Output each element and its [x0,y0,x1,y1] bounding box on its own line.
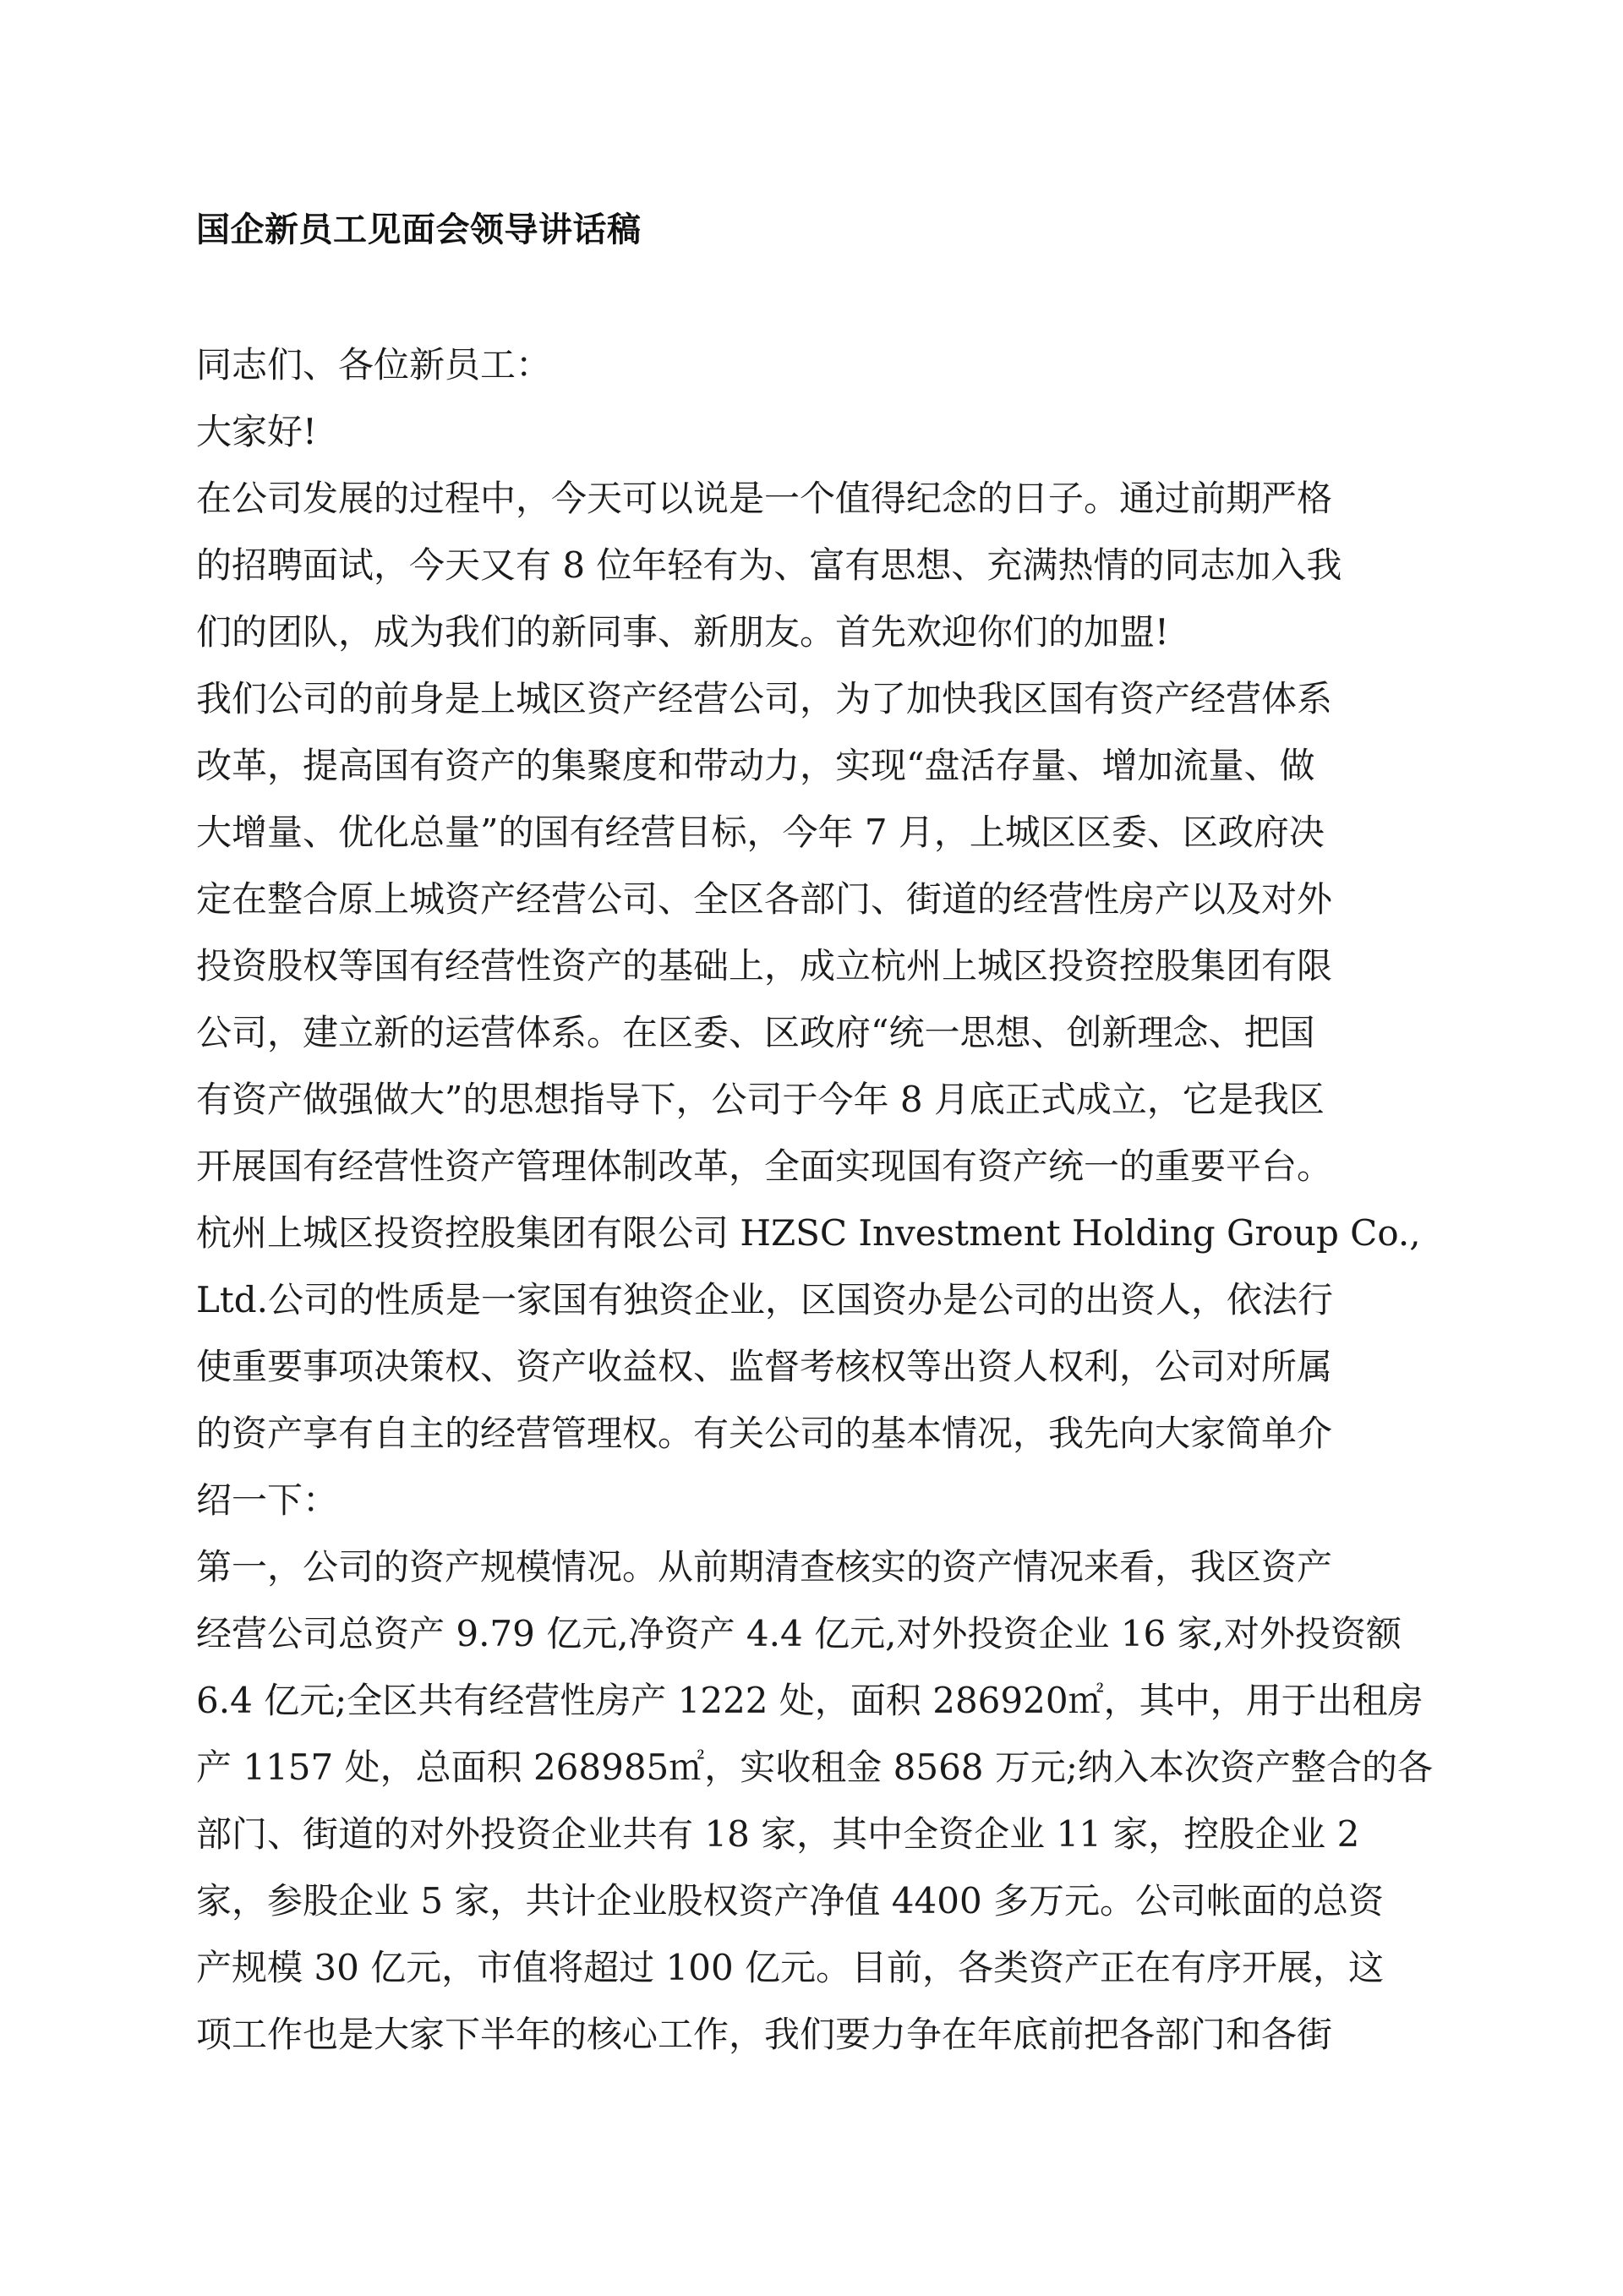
paragraph-line: 大增量、优化总量”的国有经营目标，今年 7 月，上城区区委、区政府决 [196,812,1325,853]
paragraph-line: 改革，提高国有资产的集聚度和带动力，实现“盘活存量、增加流量、做 [196,745,1315,786]
paragraph-line: 家，参股企业 5 家，共计企业股权资产净值 4400 多万元。公司帐面的总资 [196,1880,1385,1922]
paragraph-line: 部门、街道的对外投资企业共有 18 家，其中全资企业 11 家，控股企业 2 [196,1813,1360,1855]
paragraph-line: 定在整合原上城资产经营公司、全区各部门、街道的经营性房产以及对外 [196,878,1333,920]
paragraph-line: 有资产做强做大”的思想指导下，公司于今年 8 月底正式成立，它是我区 [196,1079,1325,1120]
paragraph-line: 产规模 30 亿元，市值将超过 100 亿元。目前，各类资产正在有序开展，这 [196,1947,1385,1988]
paragraph-line: 使重要事项决策权、资产收益权、监督考核权等出资人权利，公司对所属 [196,1346,1333,1387]
paragraph-line: 产 1157 处，总面积 268985㎡，实收租金 8568 万元;纳入本次资产整合的各 [196,1747,1434,1788]
document-title: 国企新员工见面会领导讲话稿 [196,210,642,249]
paragraph-line: 开展国有经营性资产管理体制改革，全面实现国有资产统一的重要平台。 [196,1145,1333,1187]
paragraph-line: 投资股权等国有经营性资产的基础上，成立杭州上城区投资控股集团有限 [196,945,1333,987]
paragraph-line: 杭州上城区投资控股集团有限公司 HZSC Investment Holding Group Co., [196,1212,1421,1254]
paragraph-line: 们的团队，成为我们的新同事、新朋友。首先欢迎你们的加盟! [196,611,1169,653]
paragraph-line: 的招聘面试，今天又有 8 位年轻有为、富有思想、充满热情的同志加入我 [196,544,1342,586]
paragraph-line: 6.4 亿元;全区共有经营性房产 1222 处，面积 286920㎡，其中，用于出租房 [196,1680,1424,1721]
speech-body [196,331,1439,2068]
paragraph-line: 在公司发展的过程中，今天可以说是一个值得纪念的日子。通过前期严格 [196,478,1333,519]
greeting-line: 大家好! [196,411,317,452]
paragraph-line: 公司，建立新的运营体系。在区委、区政府“统一思想、创新理念、把国 [196,1012,1315,1053]
salutation-line: 同志们、各位新员工： [196,344,552,385]
paragraph-line: 绍一下： [196,1479,339,1521]
paragraph-line: 项工作也是大家下半年的核心工作，我们要力争在年底前把各部门和各街 [196,2014,1333,2055]
paragraph-line: Ltd.公司的性质是一家国有独资企业，区国资办是公司的出资人，依法行 [196,1279,1334,1320]
paragraph-line: 第一，公司的资产规模情况。从前期清查核实的资产情况来看，我区资产 [196,1546,1333,1588]
paragraph-line: 的资产享有自主的经营管理权。有关公司的基本情况，我先向大家简单介 [196,1413,1333,1454]
paragraph-line: 经营公司总资产 9.79 亿元,净资产 4.4 亿元,对外投资企业 16 家,对外投资额 [196,1613,1402,1654]
paragraph-line: 我们公司的前身是上城区资产经营公司，为了加快我区国有资产经营体系 [196,678,1333,719]
